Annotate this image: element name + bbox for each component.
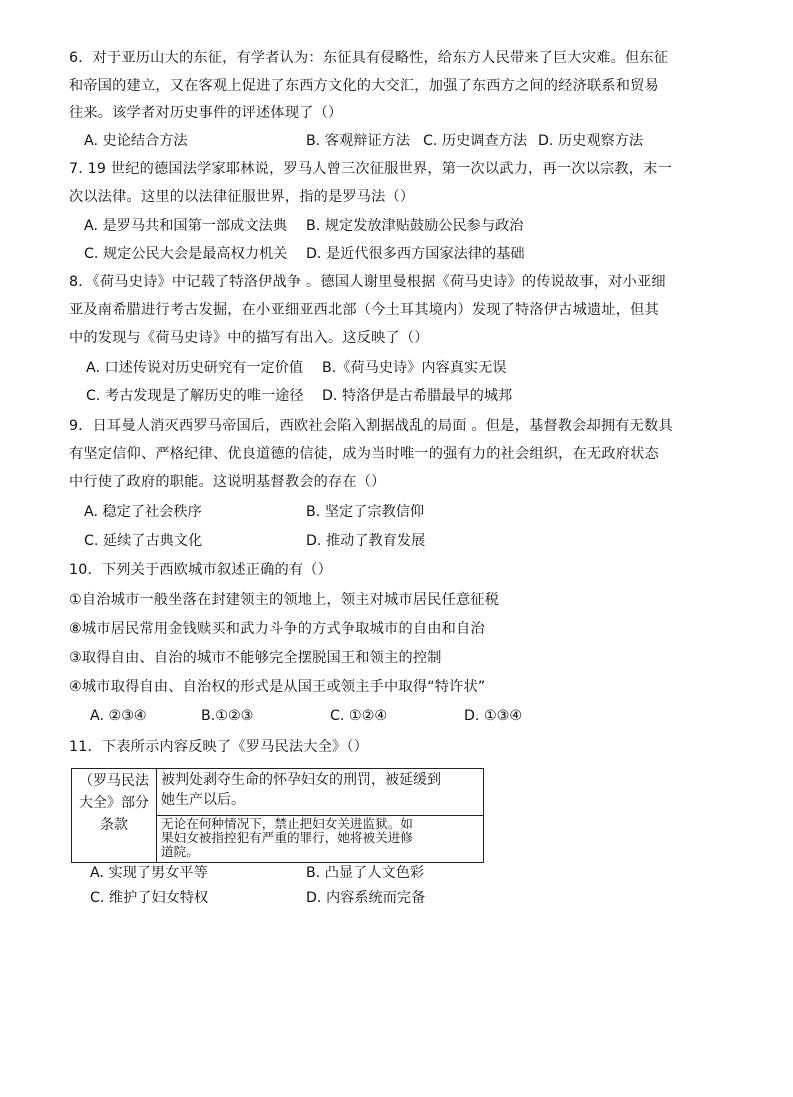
q10-stem: 10．下列关于西欧城市叙述正确的有（） — [69, 562, 333, 578]
q11-clause-2-line-2: 果妇女被指控犯有严重的罪行，她将被关进修 — [161, 830, 413, 845]
q9-option-c: C. 延续了古典文化 — [84, 533, 203, 549]
q10-statement-2: ⑧城市居民常用金钱赎买和武力斗争的方式争取城市的自由和自治 — [69, 621, 485, 637]
q6-option-a: A. 史论结合方法 — [84, 133, 188, 149]
q10-option-b: B.①②③ — [201, 708, 254, 724]
q6-stem-line-1: 6．对于亚历山大的东征，有学者认为：东征具有侵略性，给东方人民带来了巨大灾难。但东征 — [69, 50, 669, 66]
q7-option-c: C. 规定公民大会是最高权力机关 — [84, 246, 288, 262]
q11-clause-table — [71, 768, 484, 863]
q6-option-d: D. 历史观察方法 — [538, 133, 644, 149]
q9-option-a: A. 稳定了社会秩序 — [84, 504, 202, 520]
q7-stem-line-2: 次以法律。这里的以法律征服世界，指的是罗马法（） — [69, 189, 415, 205]
q7-option-a: A. 是罗马共和国第一部成文法典 — [84, 218, 287, 234]
q11-header-line-2: 大全》部分 — [79, 795, 149, 811]
q11-clause-1-cell — [157, 769, 484, 816]
q10-statement-3: ③取得自由、自治的城市不能够完全摆脱国王和领主的控制 — [69, 650, 442, 666]
q9-stem-line-3: 中行使了政府的职能。这说明基督教会的存在（） — [69, 474, 386, 490]
q7-stem-line-1: 7. 19 世纪的德国法学家耶林说，罗马人曾三次征服世界，第一次以武力，再一次以宗教，末一 — [69, 161, 672, 177]
q6-stem-line-2: 和帝国的建立，又在客观上促进了东西方文化的大交汇，加强了东西方之间的经济联系和贸易 — [69, 78, 659, 94]
q9-option-d: D. 推动了教育发展 — [306, 533, 426, 549]
q6-option-b: B. 客观辩证方法 — [306, 133, 410, 149]
q11-option-a: A. 实现了男女平等 — [90, 865, 208, 881]
q8-stem-line-1: 8．《荷马史诗》中记载了特洛伊战争 。德国人谢里曼根据《荷马史诗》的传说故事，对小亚细 — [69, 274, 666, 290]
q11-clause-2-line-1: 无论在何种情况下，禁止把妇女关进监狱。如 — [161, 816, 413, 831]
q10-statement-4: ④城市取得自由、自治权的形式是从国王或领主手中取得“特许状” — [69, 679, 486, 695]
q7-option-b: B. 规定发放津贴鼓励公民参与政治 — [306, 218, 524, 234]
q11-clause-1-line-1: 被判处剥夺生命的怀孕妇女的刑罚，被延缓到 — [161, 772, 441, 788]
q11-header-line-3: 条款 — [100, 817, 128, 833]
q9-option-b: B. 坚定了宗教信仰 — [306, 504, 425, 520]
q8-option-a: A. 口述传说对历史研究有一定价值 — [86, 360, 304, 376]
q11-clause-2-line-3: 道院。 — [161, 844, 199, 859]
q8-option-c: C. 考古发现是了解历史的唯一途径 — [86, 388, 304, 404]
q11-option-d: D. 内容系统而完备 — [306, 890, 426, 906]
q10-option-a: A. ②③④ — [90, 708, 147, 724]
q11-table-header-cell — [72, 769, 157, 863]
q10-option-d: D. ①③④ — [464, 708, 523, 724]
q11-clause-2-cell — [157, 816, 484, 863]
q10-statement-1: ①自治城市一般坐落在封建领主的领地上，领主对城市居民任意征税 — [69, 592, 500, 608]
q11-clause-1-line-2: 她生产以后。 — [161, 792, 245, 808]
q8-stem-line-2: 亚及南希腊进行考古发掘，在小亚细亚西北部（今土耳其境内）发现了特洛伊古城遗址，但其 — [69, 302, 659, 318]
q8-stem-line-3: 中的发现与《荷马史诗》中的描写有出入。这反映了（） — [69, 330, 429, 346]
q8-option-d: D. 特洛伊是古希腊最早的城邦 — [322, 388, 513, 404]
q9-stem-line-1: 9．日耳曼人消灭西罗马帝国后，西欧社会陷入割据战乱的局面 。但是，基督教会却拥有无数具 — [69, 418, 673, 434]
q7-option-d: D. 是近代很多西方国家法律的基础 — [306, 246, 525, 262]
q10-option-c: C. ①②④ — [330, 708, 388, 724]
q6-option-c: C. 历史调查方法 — [423, 133, 528, 149]
q11-stem: 11．下表所示内容反映了《罗马民法大全》（） — [69, 739, 369, 755]
q11-header-line-1: （罗马民法 — [79, 773, 149, 789]
q9-stem-line-2: 有坚定信仰、严格纪律、优良道德的信徒，成为当时唯一的强有力的社会组织，在无政府状态 — [69, 446, 659, 462]
q11-option-b: B. 凸显了人文色彩 — [306, 865, 425, 881]
q11-option-c: C. 维护了妇女特权 — [90, 890, 209, 906]
q8-option-b: B.《荷马史诗》内容真实无误 — [322, 360, 507, 376]
q6-stem-line-3: 往来。该学者对历史事件的评述体现了（） — [69, 105, 343, 121]
